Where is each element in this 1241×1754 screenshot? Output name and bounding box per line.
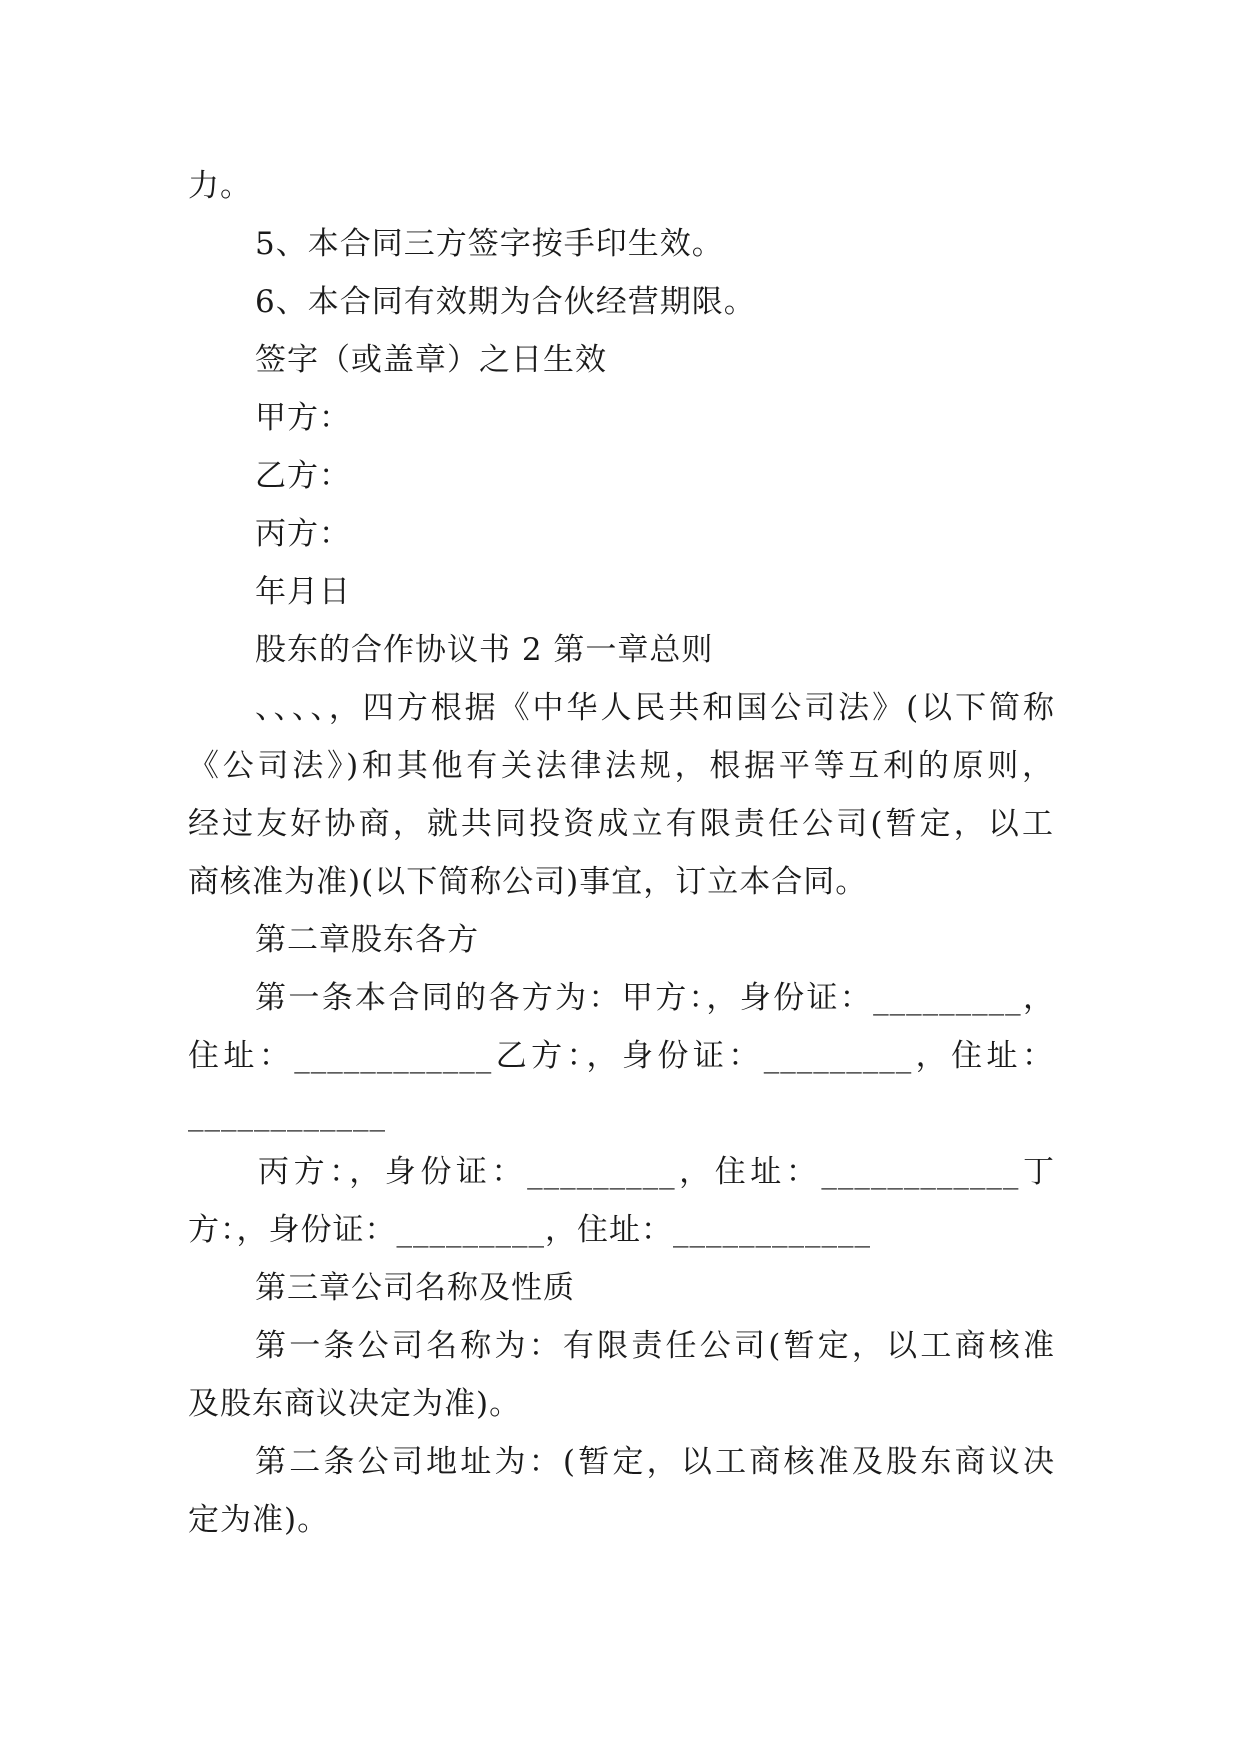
- text-line: 5、本合同三方签字按手印生效。: [255, 226, 724, 262]
- text-line: 力。: [188, 168, 252, 204]
- text-line: 、、、、，四方根据《中华人民共和国公司法》(以下简称: [255, 690, 1055, 726]
- text-line: 乙方：: [255, 458, 351, 494]
- text-line: 定为准)。: [188, 1502, 330, 1538]
- text-line: 第一条本合同的各方为：甲方：，身份证：_________，: [255, 980, 1055, 1016]
- text-line: 年月日: [255, 574, 351, 610]
- text-line: 第一条公司名称为：有限责任公司(暂定，以工商核准: [255, 1328, 1055, 1364]
- text-line: 6、本合同有效期为合伙经营期限。: [255, 284, 756, 320]
- text-line: 经过友好协商，就共同投资成立有限责任公司(暂定，以工: [188, 806, 1054, 842]
- text-line: 方：，身份证：_________，住址：____________: [188, 1212, 871, 1248]
- text-line: 《公司法》)和其他有关法律法规，根据平等互利的原则，: [188, 748, 1054, 784]
- text-line: 丙方：，身份证：_________，住址：____________丁: [258, 1154, 1055, 1190]
- section-heading: 第三章公司名称及性质: [255, 1270, 575, 1306]
- text-line: 甲方：: [255, 400, 351, 436]
- text-line: 住址：____________乙方：，身份证：_________，住址：: [188, 1038, 1054, 1074]
- text-line: 丙方：: [255, 516, 351, 552]
- text-line: 签字（或盖章）之日生效: [255, 342, 607, 378]
- section-heading: 第二章股东各方: [255, 922, 479, 958]
- section-heading: 股东的合作协议书 2 第一章总则: [255, 632, 714, 668]
- text-line: 及股东商议决定为准)。: [188, 1386, 522, 1422]
- text-line: 第二条公司地址为：(暂定，以工商核准及股东商议决: [255, 1444, 1055, 1480]
- text-line: 商核准为准)(以下简称公司)事宜，订立本合同。: [188, 864, 868, 900]
- text-line: ____________: [188, 1096, 386, 1132]
